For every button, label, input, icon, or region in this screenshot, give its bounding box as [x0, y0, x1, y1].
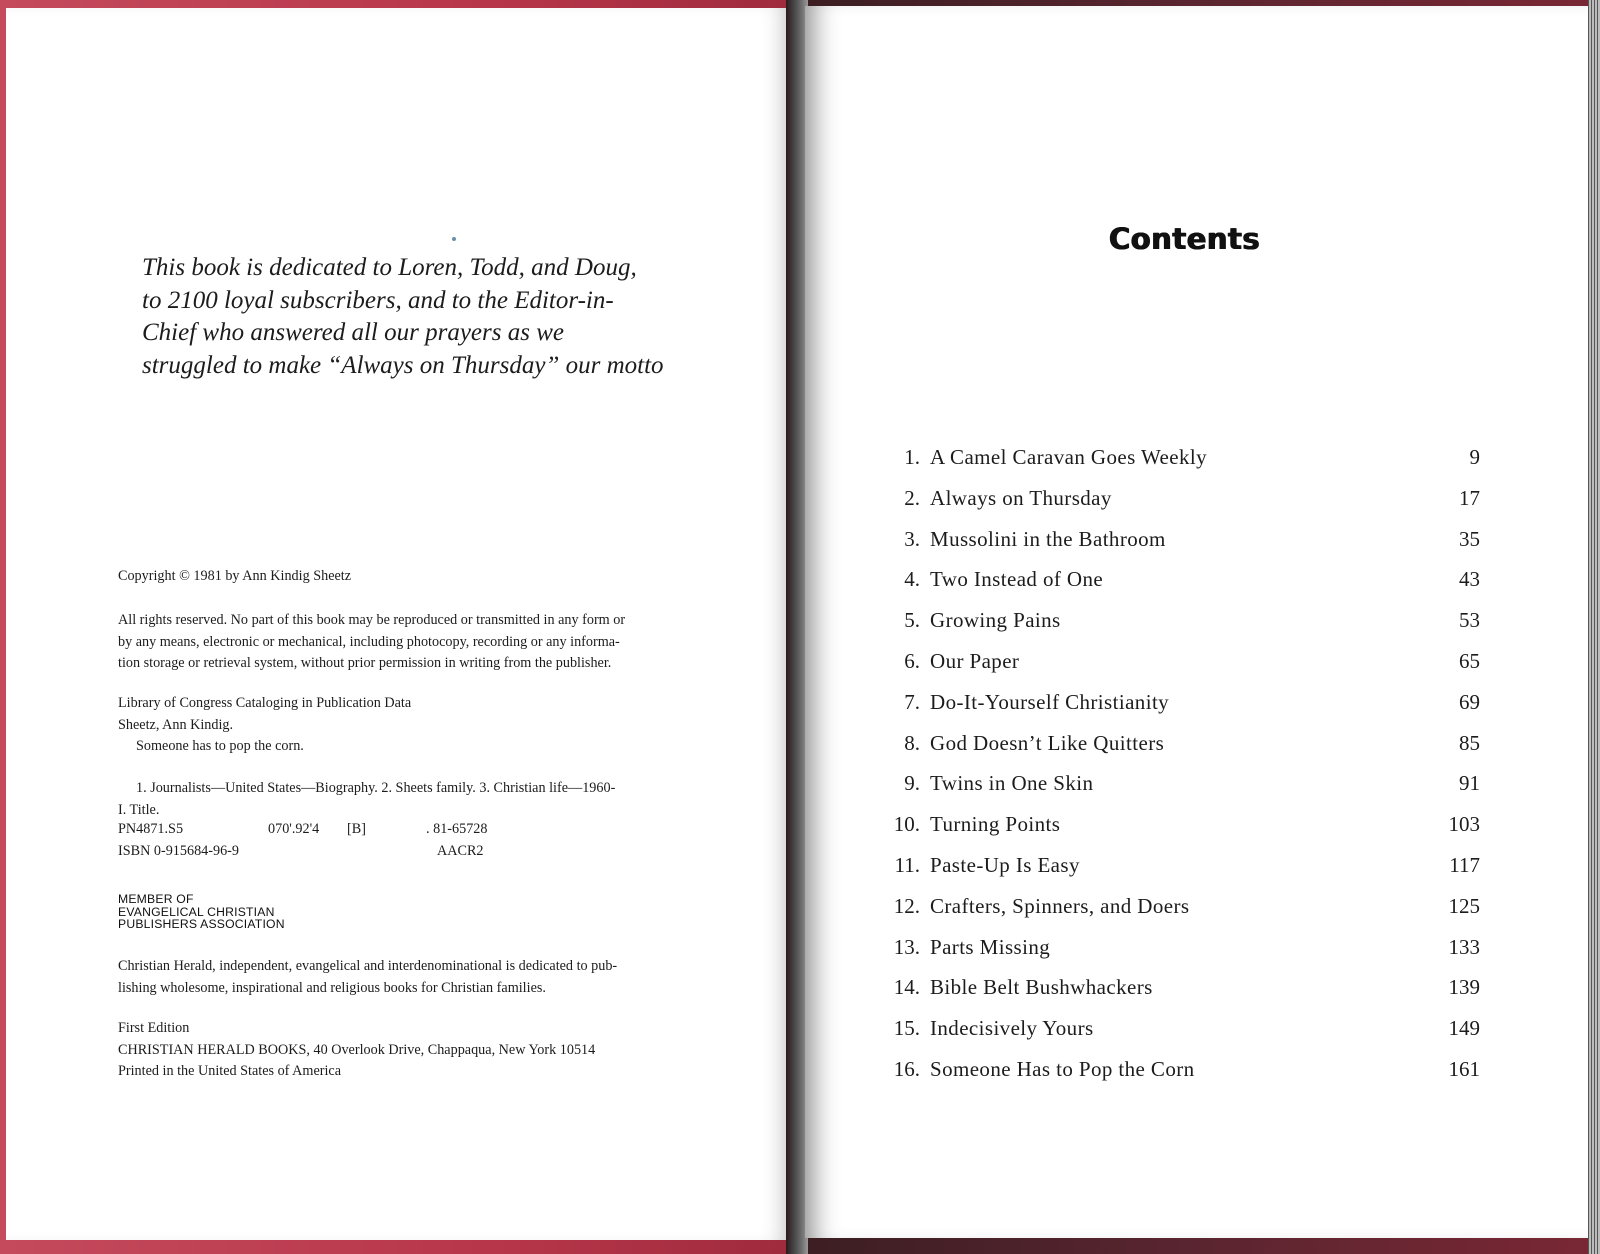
- toc-chapter-number: 3.: [904, 526, 920, 551]
- toc-page-number: 149: [1448, 1016, 1480, 1041]
- toc-page-number: 35: [1459, 526, 1480, 551]
- toc-chapter-title: Growing Pains: [930, 608, 1061, 633]
- toc-chapter-title: God Doesn’t Like Quitters: [930, 730, 1165, 755]
- toc-page-number: 103: [1448, 812, 1480, 837]
- toc-chapter-number: 16.: [893, 1057, 920, 1081]
- ink-speck: [452, 237, 456, 241]
- call-number: PN4871.S5: [118, 821, 184, 837]
- publisher-address: CHRISTIAN HERALD BOOKS, 40 Overlook Drive, Chappaqua, New York 10514: [118, 1041, 596, 1058]
- cataloging-subjects-line: 1. Journalists—United States—Biography. 2. Sheets family. 3. Christian life—1960-: [136, 780, 616, 796]
- toc-chapter-title: Bible Belt Bushwhackers: [930, 975, 1153, 1000]
- member-association: [118, 893, 285, 931]
- dedication-line: to 2100 loyal subscribers, and to the Editor-in-: [142, 286, 614, 314]
- toc-entry: [880, 690, 1480, 720]
- toc-entry: [880, 1057, 1480, 1087]
- toc-entry: [880, 975, 1480, 1005]
- toc-page-number: 53: [1459, 608, 1480, 633]
- toc-chapter-number: 10.: [893, 812, 920, 837]
- cataloging-title-entry: I. Title.: [118, 801, 160, 818]
- publisher-statement: [118, 956, 718, 999]
- toc-page-number: 133: [1448, 934, 1480, 959]
- cataloging-heading: Library of Congress Cataloging in Publication Data: [118, 695, 412, 711]
- member-line: PUBLISHERS ASSOCIATION: [118, 917, 285, 931]
- toc-chapter-title: A Camel Caravan Goes Weekly: [930, 445, 1207, 469]
- toc-chapter-number: 2.: [904, 485, 920, 510]
- rights-statement: [118, 610, 718, 675]
- dedication-line: struggled to make “Always on Thursday” our motto: [142, 351, 664, 379]
- toc-entry: [880, 608, 1480, 638]
- toc-page-number: 125: [1448, 893, 1480, 918]
- dedication-line: This book is dedicated to Loren, Todd, and Doug,: [142, 254, 637, 281]
- toc-chapter-title: Crafters, Spinners, and Doers: [930, 893, 1190, 918]
- toc-entry: [880, 486, 1480, 516]
- rights-line: tion storage or retrieval system, without prior permission in writing from the publisher.: [118, 655, 612, 671]
- toc-chapter-number: 5.: [904, 608, 920, 633]
- toc-entry: [880, 894, 1480, 924]
- toc-chapter-number: 11.: [894, 853, 920, 877]
- member-line: MEMBER OF: [118, 892, 194, 906]
- imprint-block: [118, 1018, 718, 1083]
- copyright-notice: Copyright © 1981 by Ann Kindig Sheetz: [118, 568, 352, 584]
- toc-page-number: 91: [1459, 771, 1480, 796]
- toc-chapter-title: Paste-Up Is Easy: [930, 853, 1080, 877]
- toc-page-number: 69: [1459, 689, 1480, 714]
- bracket-code: [B]: [347, 821, 366, 837]
- toc-chapter-title: Turning Points: [930, 812, 1061, 837]
- toc-page-number: 9: [1469, 445, 1480, 469]
- cataloging-rules: AACR2: [437, 843, 484, 859]
- toc-chapter-number: 1.: [904, 445, 920, 469]
- toc-chapter-title: Twins in One Skin: [930, 771, 1094, 796]
- toc-chapter-number: 8.: [904, 730, 920, 755]
- toc-entry: [880, 445, 1480, 475]
- toc-chapter-title: Someone Has to Pop the Corn: [930, 1057, 1195, 1081]
- toc-chapter-title: Indecisively Yours: [930, 1016, 1094, 1041]
- toc-entry: [880, 649, 1480, 679]
- toc-chapter-number: 6.: [904, 649, 920, 673]
- rights-line: All rights reserved. No part of this book may be reproduced or transmitted in any form or: [118, 612, 626, 628]
- toc-entry: [880, 527, 1480, 557]
- toc-page-number: 65: [1459, 649, 1480, 673]
- toc-chapter-number: 9.: [904, 771, 920, 796]
- rights-line: by any means, electronic or mechanical, including photocopy, recording or any informa-: [118, 633, 620, 650]
- isbn-number: ISBN 0-915684-96-9: [118, 843, 239, 859]
- toc-page-number: 17: [1459, 485, 1480, 510]
- dedication-line: Chief who answered all our prayers as we: [142, 319, 564, 346]
- toc-page-number: 161: [1448, 1057, 1480, 1081]
- dedication: [142, 252, 742, 382]
- cataloging-subjects: [118, 778, 718, 821]
- toc-chapter-title: Two Instead of One: [930, 567, 1104, 592]
- toc-chapter-number: 12.: [893, 893, 920, 918]
- toc-chapter-number: 14.: [893, 975, 920, 1000]
- toc-entry: [880, 567, 1480, 597]
- toc-entry: [880, 771, 1480, 801]
- cataloging-block: [118, 693, 718, 758]
- cataloging-title: Someone has to pop the corn.: [136, 738, 304, 754]
- toc-entry: [880, 935, 1480, 965]
- cataloging-author: Sheetz, Ann Kindig.: [118, 716, 234, 733]
- toc-chapter-number: 15.: [893, 1016, 920, 1041]
- toc-page-number: 139: [1448, 975, 1480, 1000]
- printed-in: Printed in the United States of America: [118, 1063, 342, 1079]
- toc-page-number: 85: [1459, 730, 1480, 755]
- member-line: EVANGELICAL CHRISTIAN: [118, 904, 275, 919]
- lccn-number: . 81-65728: [426, 821, 488, 837]
- toc-entry: [880, 731, 1480, 761]
- toc-page-number: 117: [1449, 853, 1480, 877]
- toc-page-number: 43: [1459, 567, 1480, 592]
- toc-chapter-title: Do-It-Yourself Christianity: [930, 689, 1170, 714]
- toc-chapter-number: 4.: [904, 567, 920, 592]
- toc-entry: [880, 1016, 1480, 1046]
- publisher-statement-line: lishing wholesome, inspirational and religious books for Christian families.: [118, 979, 546, 996]
- publisher-statement-line: Christian Herald, independent, evangelical and interdenominational is dedicated to pub-: [118, 958, 618, 974]
- toc-entry: [880, 812, 1480, 842]
- toc-chapter-number: 13.: [893, 934, 920, 959]
- toc-chapter-title: Mussolini in the Bathroom: [930, 526, 1166, 551]
- page-edges: [1588, 0, 1600, 1254]
- edition: First Edition: [118, 1020, 190, 1036]
- toc-chapter-number: 7.: [904, 689, 920, 714]
- toc-chapter-title: Always on Thursday: [930, 485, 1112, 510]
- toc-chapter-title: Parts Missing: [930, 934, 1051, 959]
- contents-heading: Contents: [1109, 222, 1261, 256]
- toc-chapter-title: Our Paper: [930, 649, 1020, 673]
- dewey-number: 070'.92'4: [268, 821, 320, 837]
- toc-entry: [880, 853, 1480, 883]
